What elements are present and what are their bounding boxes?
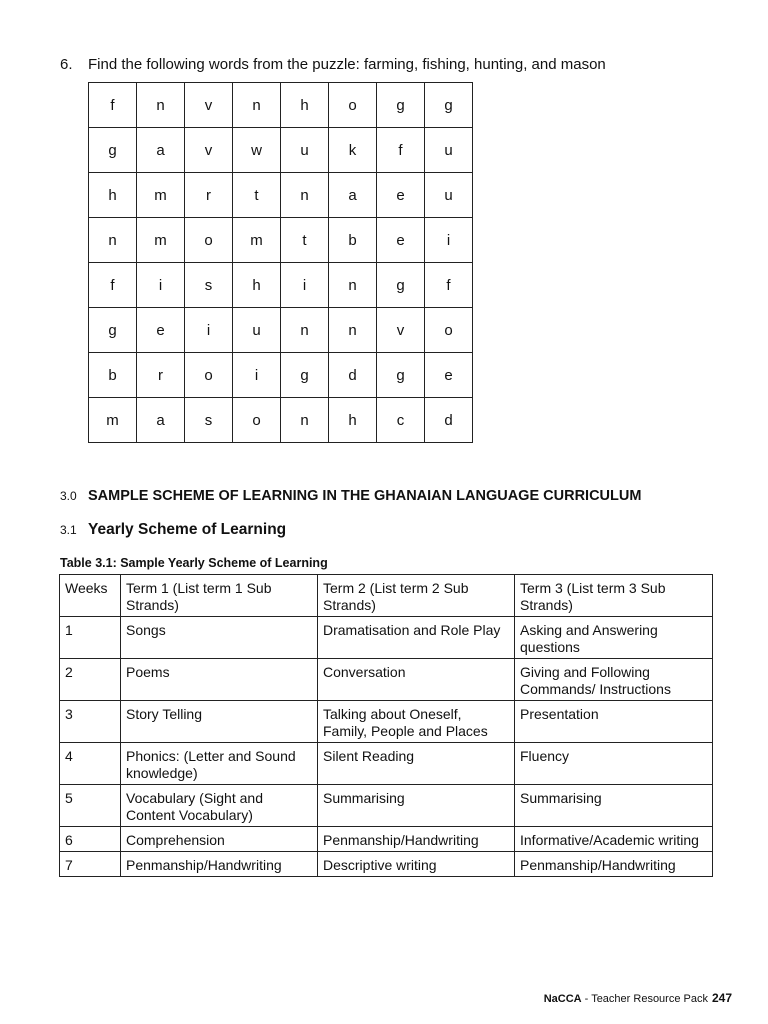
table-cell: Penmanship/Handwriting (121, 852, 318, 877)
footer-brand: NaCCA (543, 993, 582, 1005)
grid-row (89, 398, 473, 443)
table-cell: Summarising (515, 785, 713, 827)
table-cell: Fluency (515, 743, 713, 785)
table-header-row (60, 575, 713, 617)
grid-cell: e (377, 218, 425, 263)
section-3-0-heading (60, 488, 641, 504)
grid-cell: w (233, 128, 281, 173)
grid-cell: c (377, 398, 425, 443)
table-cell: Penmanship/Handwriting (318, 827, 515, 852)
column-header: Term 2 (List term 2 Sub Strands) (318, 575, 515, 617)
grid-cell: g (281, 353, 329, 398)
grid-cell: v (185, 128, 233, 173)
grid-cell: i (137, 263, 185, 308)
grid-cell: n (329, 308, 377, 353)
table-cell: Conversation (318, 659, 515, 701)
grid-cell: f (89, 263, 137, 308)
table-row (60, 743, 713, 785)
word-search-grid (88, 82, 473, 443)
table-cell: Comprehension (121, 827, 318, 852)
grid-cell: a (329, 173, 377, 218)
table-row (60, 785, 713, 827)
table-cell: Asking and Answering questions (515, 617, 713, 659)
grid-row (89, 218, 473, 263)
table-row (60, 827, 713, 852)
grid-cell: o (425, 308, 473, 353)
grid-cell: i (425, 218, 473, 263)
column-header: Term 3 (List term 3 Sub Strands) (515, 575, 713, 617)
table-cell: Giving and Following Commands/ Instructions (515, 659, 713, 701)
question-number: 6. (60, 56, 73, 73)
grid-cell: u (281, 128, 329, 173)
grid-cell: g (89, 308, 137, 353)
table-cell: Songs (121, 617, 318, 659)
grid-row (89, 83, 473, 128)
table-row (60, 617, 713, 659)
table-cell: Descriptive writing (318, 852, 515, 877)
footer-text: Teacher Resource Pack (591, 993, 708, 1005)
section-title: SAMPLE SCHEME OF LEARNING IN THE GHANAIAN LANGUAGE CURRICULUM (88, 488, 642, 504)
week-cell: 7 (60, 852, 121, 877)
grid-cell: m (233, 218, 281, 263)
footer-separator: - (581, 993, 592, 1005)
grid-row (89, 353, 473, 398)
grid-row (89, 128, 473, 173)
table-cell: Presentation (515, 701, 713, 743)
table-cell: Penmanship/Handwriting (515, 852, 713, 877)
grid-cell: v (377, 308, 425, 353)
grid-cell: t (233, 173, 281, 218)
question-text: Find the following words from the puzzle: farming, fishing, hunting, and mason (88, 56, 606, 73)
grid-cell: i (281, 263, 329, 308)
table-row (60, 659, 713, 701)
grid-cell: s (185, 263, 233, 308)
grid-cell: n (233, 83, 281, 128)
table-cell: Poems (121, 659, 318, 701)
week-cell: 1 (60, 617, 121, 659)
week-cell: 4 (60, 743, 121, 785)
grid-cell: a (137, 398, 185, 443)
table-cell: Summarising (318, 785, 515, 827)
grid-cell: v (185, 83, 233, 128)
grid-cell: e (377, 173, 425, 218)
week-cell: 3 (60, 701, 121, 743)
grid-cell: n (281, 308, 329, 353)
grid-cell: u (425, 128, 473, 173)
grid-cell: o (185, 353, 233, 398)
grid-cell: h (281, 83, 329, 128)
grid-row (89, 173, 473, 218)
grid-cell: g (377, 263, 425, 308)
grid-cell: g (89, 128, 137, 173)
section-number: 3.0 (60, 489, 77, 503)
grid-cell: n (137, 83, 185, 128)
grid-cell: i (233, 353, 281, 398)
section-number: 3.1 (60, 523, 77, 537)
grid-row (89, 263, 473, 308)
grid-cell: t (281, 218, 329, 263)
grid-cell: f (89, 83, 137, 128)
yearly-scheme-table (59, 574, 713, 877)
question-6 (60, 56, 606, 73)
grid-cell: n (281, 398, 329, 443)
section-title: Yearly Scheme of Learning (88, 521, 287, 538)
table-caption: Table 3.1: Sample Yearly Scheme of Learning (60, 556, 328, 570)
grid-cell: f (425, 263, 473, 308)
grid-cell: o (185, 218, 233, 263)
grid-row (89, 308, 473, 353)
grid-cell: h (329, 398, 377, 443)
grid-cell: m (137, 173, 185, 218)
week-cell: 6 (60, 827, 121, 852)
week-cell: 5 (60, 785, 121, 827)
grid-cell: b (329, 218, 377, 263)
grid-cell: d (425, 398, 473, 443)
grid-cell: k (329, 128, 377, 173)
table-cell: Silent Reading (318, 743, 515, 785)
grid-cell: u (233, 308, 281, 353)
column-header: Term 1 (List term 1 Sub Strands) (121, 575, 318, 617)
grid-cell: a (137, 128, 185, 173)
grid-cell: o (329, 83, 377, 128)
grid-cell: r (137, 353, 185, 398)
table-row (60, 701, 713, 743)
grid-cell: n (281, 173, 329, 218)
table-cell: Dramatisation and Role Play (318, 617, 515, 659)
table-cell: Phonics: (Letter and Sound knowledge) (121, 743, 318, 785)
table-cell: Talking about Oneself, Family, People and Places (318, 701, 515, 743)
grid-cell: i (185, 308, 233, 353)
grid-cell: m (89, 398, 137, 443)
grid-cell: m (137, 218, 185, 263)
grid-cell: g (425, 83, 473, 128)
grid-cell: o (233, 398, 281, 443)
grid-cell: u (425, 173, 473, 218)
grid-cell: n (329, 263, 377, 308)
page-number: 247 (711, 991, 732, 1005)
grid-cell: h (89, 173, 137, 218)
section-3-1-heading (60, 521, 286, 539)
grid-cell: r (185, 173, 233, 218)
table-cell: Vocabulary (Sight and Content Vocabulary) (121, 785, 318, 827)
table-cell: Informative/Academic writing (515, 827, 713, 852)
grid-cell: e (137, 308, 185, 353)
grid-cell: d (329, 353, 377, 398)
grid-cell: b (89, 353, 137, 398)
grid-cell: h (233, 263, 281, 308)
week-cell: 2 (60, 659, 121, 701)
grid-cell: g (377, 83, 425, 128)
column-header: Weeks (60, 575, 121, 617)
page-footer (544, 991, 732, 1005)
grid-cell: n (89, 218, 137, 263)
table-row (60, 852, 713, 877)
grid-cell: s (185, 398, 233, 443)
grid-cell: g (377, 353, 425, 398)
table-cell: Story Telling (121, 701, 318, 743)
grid-cell: f (377, 128, 425, 173)
grid-cell: e (425, 353, 473, 398)
